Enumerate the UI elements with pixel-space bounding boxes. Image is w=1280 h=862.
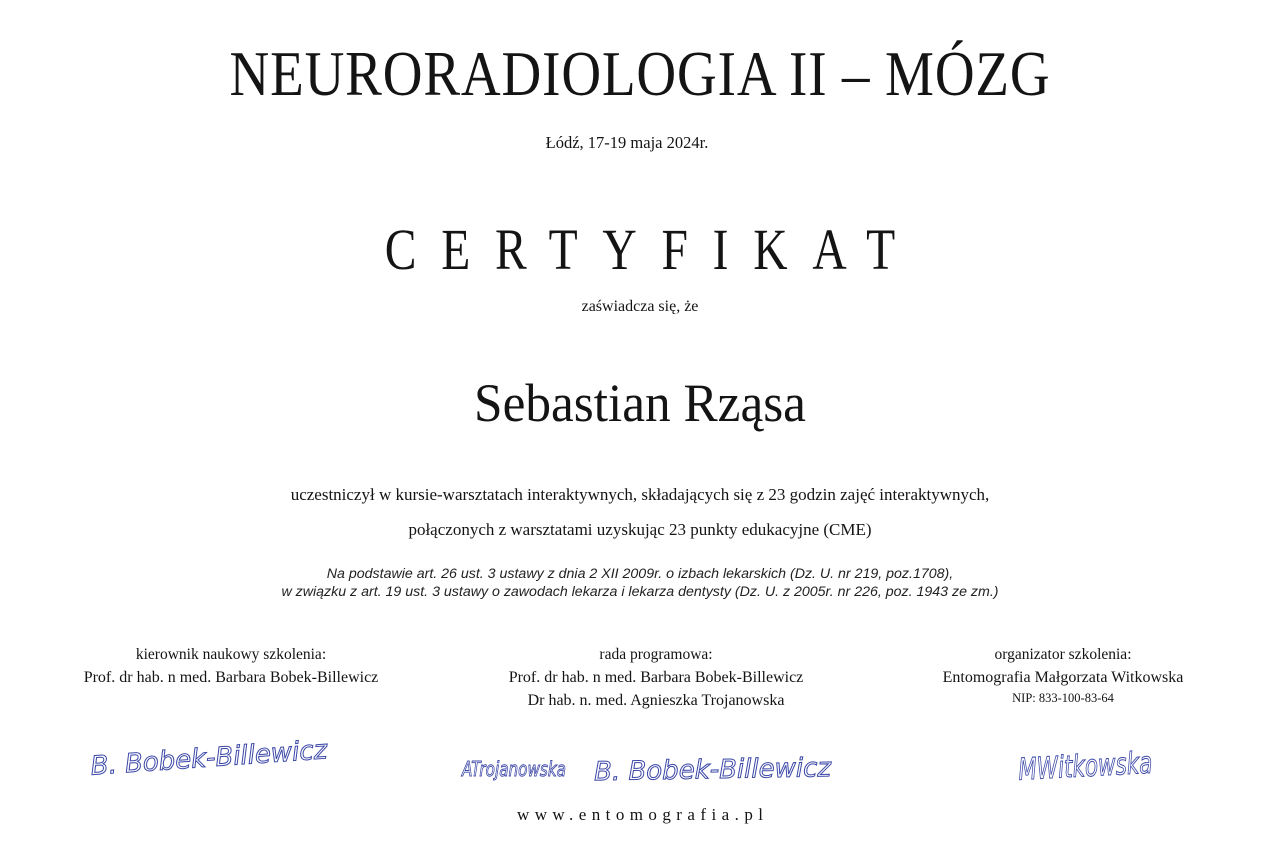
scientific-lead-signature: [86, 722, 346, 782]
organizer-signature: [1014, 730, 1207, 790]
organizer-name: Entomografia Małgorzata Witkowska: [942, 669, 1184, 686]
place-and-date: Łódź, 17-19 maja 2024r.: [545, 133, 709, 152]
signature-glyphs: B. Bobek-Billewicz: [89, 735, 329, 782]
program-board-member-1: Prof. dr hab. n med. Barbara Bobek-Billewicz: [508, 669, 804, 686]
course-title: NEURORADIOLOGIA II – MÓZG: [229, 38, 1051, 109]
signature-glyphs: MWitkowska: [1017, 742, 1207, 788]
organizer-block: [853, 644, 1273, 706]
body-line-2: połączonych z warsztatami uzyskując 23 punkty edukacyjne (CME): [408, 520, 872, 539]
scientific-lead-role: kierownik naukowy szkolenia:: [135, 646, 327, 663]
legal-basis-line-2: w związku z art. 19 ust. 3 ustawy o zawodach lekarza i lekarza dentysty (Dz. U. z 2005r. nr 226, poz. 1943 ze zm.): [281, 584, 999, 600]
organizer-role: organizator szkolenia:: [994, 646, 1132, 663]
attestation-text: zaświadcza się, że: [581, 298, 699, 315]
program-board-role: rada programowa:: [599, 646, 713, 663]
signature-glyphs: B. Bobek-Billewicz: [593, 753, 832, 788]
program-board-signature-1: [458, 738, 578, 788]
program-board-member-2: Dr hab. n. med. Agnieszka Trojanowska: [527, 692, 785, 709]
body-line-1: uczestniczył w kursie-warsztatach interaktywnych, składających się z 23 godzin zajęć interaktywnych,: [290, 485, 990, 504]
website-link[interactable]: www.entomografia.pl: [517, 805, 769, 824]
organizer-nip: NIP: 833-100-83-64: [1012, 691, 1114, 705]
scientific-lead-name: Prof. dr hab. n med. Barbara Bobek-Billewicz: [83, 669, 379, 686]
certificate-title: CERTYFIKAT: [384, 217, 920, 282]
signature-glyphs: ATrojanowska: [460, 757, 566, 781]
legal-basis-line-1: Na podstawie art. 26 ust. 3 ustawy z dnia 2 XII 2009r. o izbach lekarskich (Dz. U. nr 219, poz.1708),: [326, 566, 954, 582]
program-board-block: [446, 644, 866, 712]
participant-name: Sebastian Rząsa: [474, 373, 806, 433]
scientific-lead-block: [21, 644, 441, 689]
program-board-signature-2: [590, 742, 860, 792]
